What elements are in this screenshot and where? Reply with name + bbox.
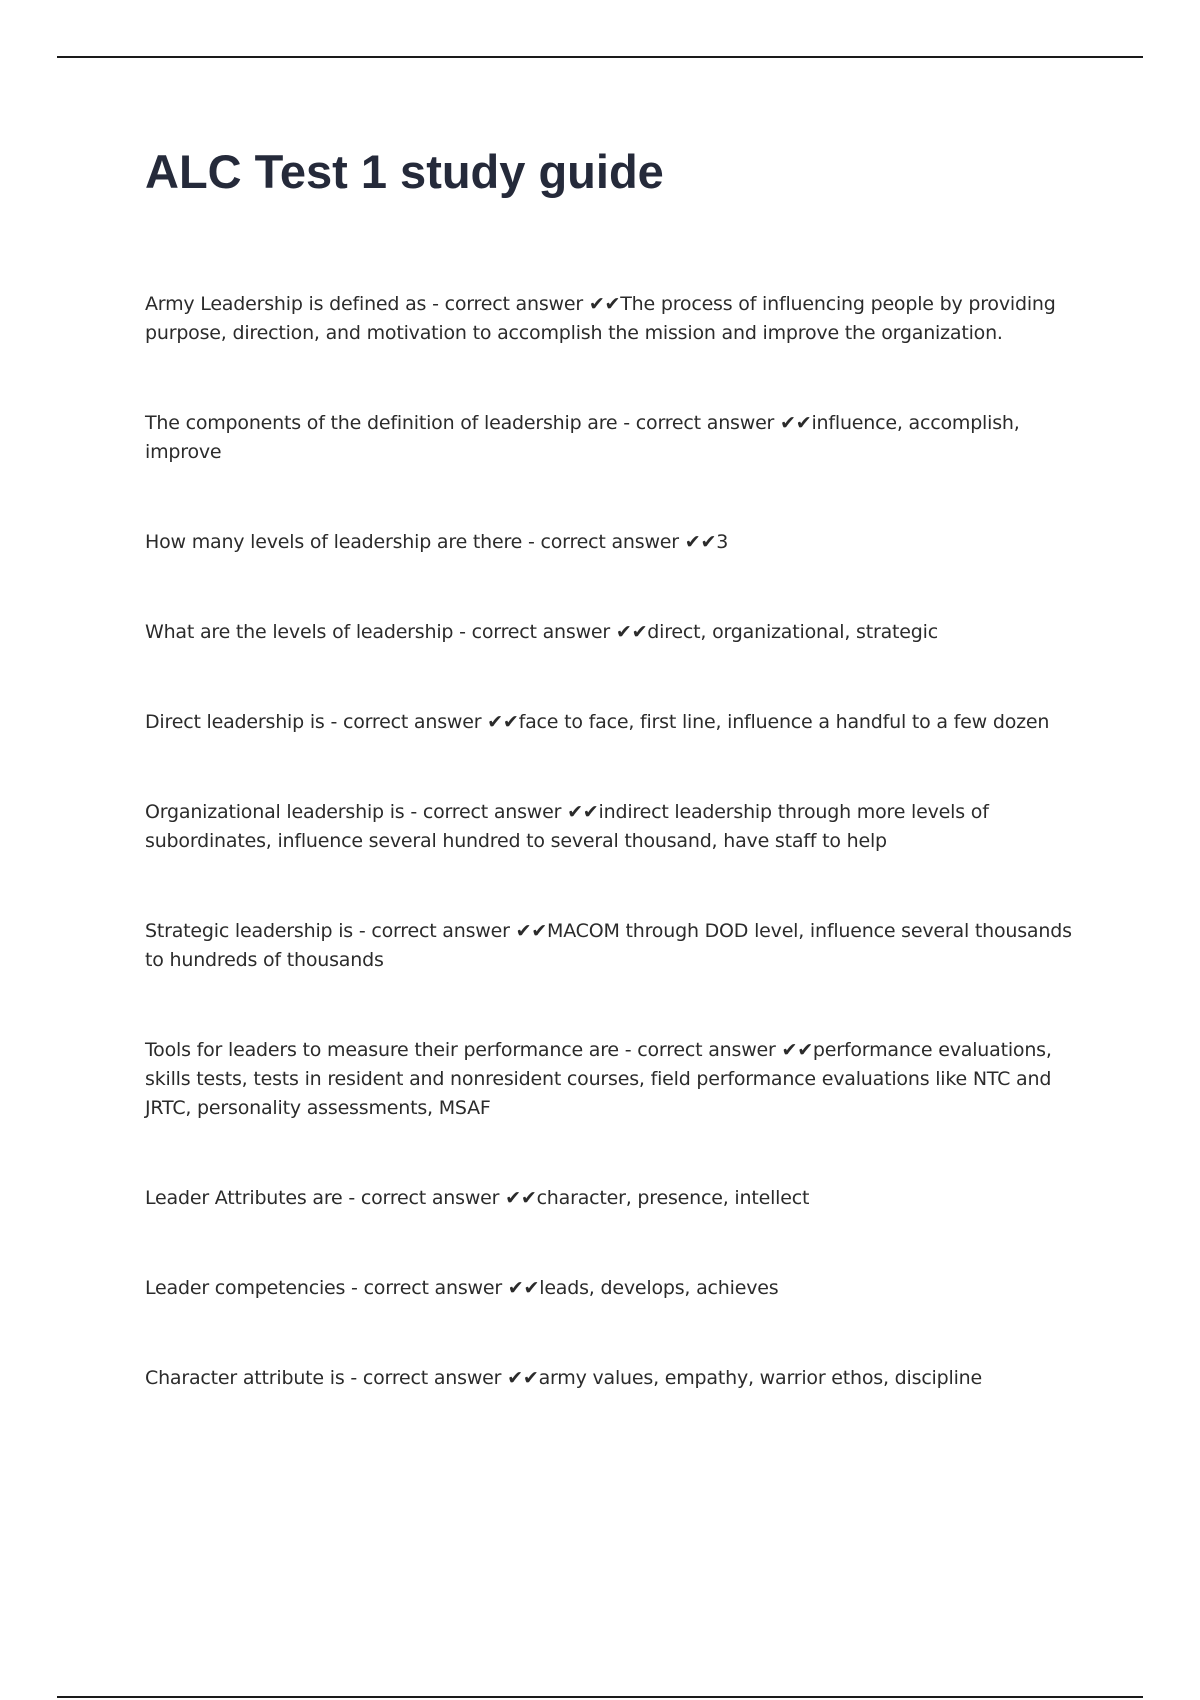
answer-text: army values, empathy, warrior ethos, discipline xyxy=(538,1367,982,1389)
answer-text: character, presence, intellect xyxy=(536,1187,810,1209)
qa-item xyxy=(145,290,1085,348)
answer-marker: correct answer ✔✔ xyxy=(363,1277,540,1299)
separator: - xyxy=(345,1277,364,1299)
qa-item xyxy=(145,409,1085,467)
question-text: Direct leadership is xyxy=(145,711,325,733)
answer-marker: correct answer ✔✔ xyxy=(637,1039,813,1061)
separator: - xyxy=(617,412,636,434)
question-text: The components of the definition of leadership are xyxy=(145,412,618,434)
answer-text: The process of influencing people by providing purpose, direction, and motivation to accomplish the mission and improve the organization. xyxy=(145,293,1056,344)
answer-marker: correct answer ✔✔ xyxy=(342,711,519,733)
top-rule xyxy=(57,56,1143,58)
document-body xyxy=(145,140,1085,1454)
qa-list xyxy=(145,290,1085,1393)
answer-marker: correct answer ✔✔ xyxy=(471,621,648,643)
qa-item xyxy=(145,1036,1085,1123)
separator: - xyxy=(618,1039,638,1061)
answer-text: influence, accomplish, improve xyxy=(145,412,1020,463)
question-text: How many levels of leadership are there xyxy=(145,531,523,553)
answer-text: face to face, first line, influence a handful to a few dozen xyxy=(518,711,1050,733)
question-text: What are the levels of leadership xyxy=(145,621,454,643)
document-title: ALC Test 1 study guide xyxy=(145,145,664,198)
answer-marker: correct answer ✔✔ xyxy=(362,1367,539,1389)
answer-marker: correct answer ✔✔ xyxy=(540,531,717,553)
question-text: Organizational leadership is xyxy=(145,801,405,823)
question-text: Tools for leaders to measure their performance are xyxy=(145,1039,619,1061)
qa-item xyxy=(145,798,1085,856)
qa-item xyxy=(145,528,1085,557)
separator: - xyxy=(453,621,472,643)
answer-marker: correct answer ✔✔ xyxy=(444,293,621,315)
qa-item xyxy=(145,618,1085,647)
bottom-rule xyxy=(57,1696,1143,1698)
separator: - xyxy=(404,801,423,823)
separator: - xyxy=(324,711,343,733)
answer-text: MACOM through DOD level, influence several thousands to hundreds of thousands xyxy=(145,920,1072,971)
answer-marker: correct answer ✔✔ xyxy=(360,1187,537,1209)
question-text: Leader competencies xyxy=(145,1277,346,1299)
qa-item xyxy=(145,917,1085,975)
question-text: Strategic leadership is xyxy=(145,920,353,942)
answer-text: performance evaluations, skills tests, tests in resident and nonresident courses, field performance evaluations like NTC and JRTC, personality assessments, MSAF xyxy=(145,1039,1052,1119)
question-text: Leader Attributes are xyxy=(145,1187,343,1209)
answer-marker: correct answer ✔✔ xyxy=(635,412,812,434)
qa-item xyxy=(145,708,1085,737)
separator: - xyxy=(426,293,445,315)
answer-text: indirect leadership through more levels of subordinates, influence several hundred to several thousand, have staff to help xyxy=(145,801,989,852)
separator: - xyxy=(353,920,372,942)
answer-marker: correct answer ✔✔ xyxy=(371,920,548,942)
qa-item xyxy=(145,1274,1085,1303)
qa-item xyxy=(145,1364,1085,1393)
separator: - xyxy=(342,1187,361,1209)
answer-text: direct, organizational, strategic xyxy=(647,621,938,643)
answer-marker: correct answer ✔✔ xyxy=(422,801,599,823)
question-text: Army Leadership is defined as xyxy=(145,293,427,315)
answer-text: leads, develops, achieves xyxy=(539,1277,779,1299)
qa-item xyxy=(145,1184,1085,1213)
separator: - xyxy=(344,1367,363,1389)
answer-text: 3 xyxy=(716,531,729,553)
question-text: Character attribute is xyxy=(145,1367,345,1389)
separator: - xyxy=(522,531,541,553)
